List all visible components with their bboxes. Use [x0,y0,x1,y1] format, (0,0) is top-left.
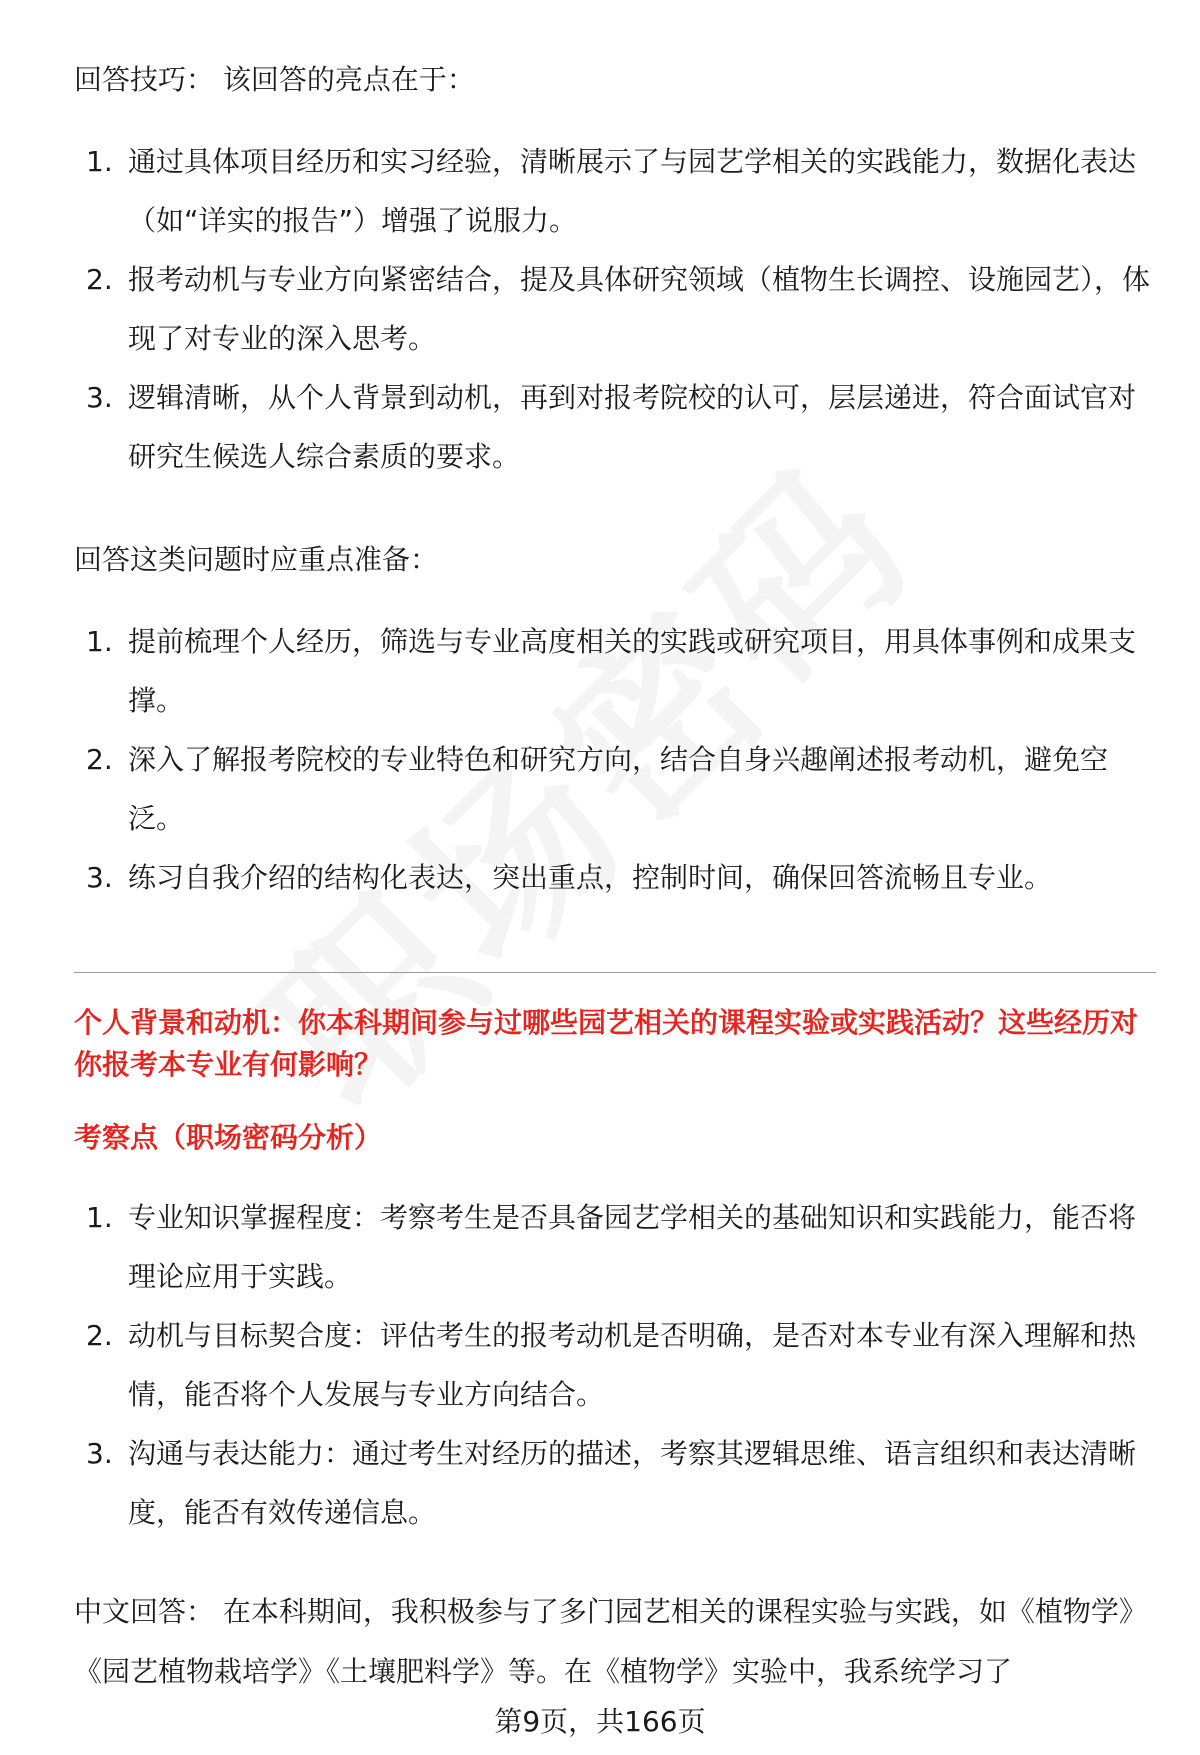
list-item: 1. 提前梳理个人经历，筛选与专业高度相关的实践或研究项目，用具体事例和成果支撑。 [86,625,1137,717]
list-item: 1. 专业知识掌握程度：考察考生是否具备园艺学相关的基础知识和实践能力，能否将理论应用于实践。 [86,1201,1137,1293]
focus-list [74,1188,1154,1542]
list-item: 3. 沟通与表达能力：通过考生对经历的描述，考察其逻辑思维、语言组织和表达清晰度，能否有效传递信息。 [86,1437,1137,1529]
list-item: 1. 通过具体项目经历和实习经验，清晰展示了与园艺学相关的实践能力，数据化表达（如“详实的报告”）增强了说服力。 [86,145,1137,237]
focus-heading: 考察点（职场密码分析） [74,1121,383,1154]
highlights-list [74,132,1154,486]
list-item: 2. 动机与目标契合度：评估考生的报考动机是否明确，是否对本专业有深入理解和热情，能否将个人发展与专业方向结合。 [86,1319,1137,1411]
list-item: 2. 报考动机与专业方向紧密结合，提及具体研究领域（植物生长调控、设施园艺），体现了对专业的深入思考。 [86,263,1151,355]
list-item: 3. 练习自我介绍的结构化表达，突出重点，控制时间，确保回答流畅且专业。 [86,861,1053,894]
intro-label: 回答技巧： 该回答的亮点在于： [74,63,475,96]
list-item: 3. 逻辑清晰，从个人背景到动机，再到对报考院校的认可，层层递进，符合面试官对研究生候选人综合素质的要求。 [86,381,1137,473]
prep-label: 回答这类问题时应重点准备： [74,543,439,576]
question-heading: 个人背景和动机：你本科期间参与过哪些园艺相关的课程实验或实践活动？这些经历对你报考本专业有何影响？ [74,1006,1139,1081]
list-item: 2. 深入了解报考院校的专业特色和研究方向，结合自身兴趣阐述报考动机，避免空泛。 [86,743,1109,835]
page-footer: 第9页，共166页 [494,1705,706,1738]
prep-list [74,612,1154,907]
answer-paragraph: 中文回答： 在本科期间，我积极参与了多门园艺相关的课程实验与实践，如《植物学》《园艺植物栽培学》《土壤肥料学》等。在《植物学》实验中，我系统学习了 [74,1595,1147,1688]
section-divider [74,972,1156,973]
